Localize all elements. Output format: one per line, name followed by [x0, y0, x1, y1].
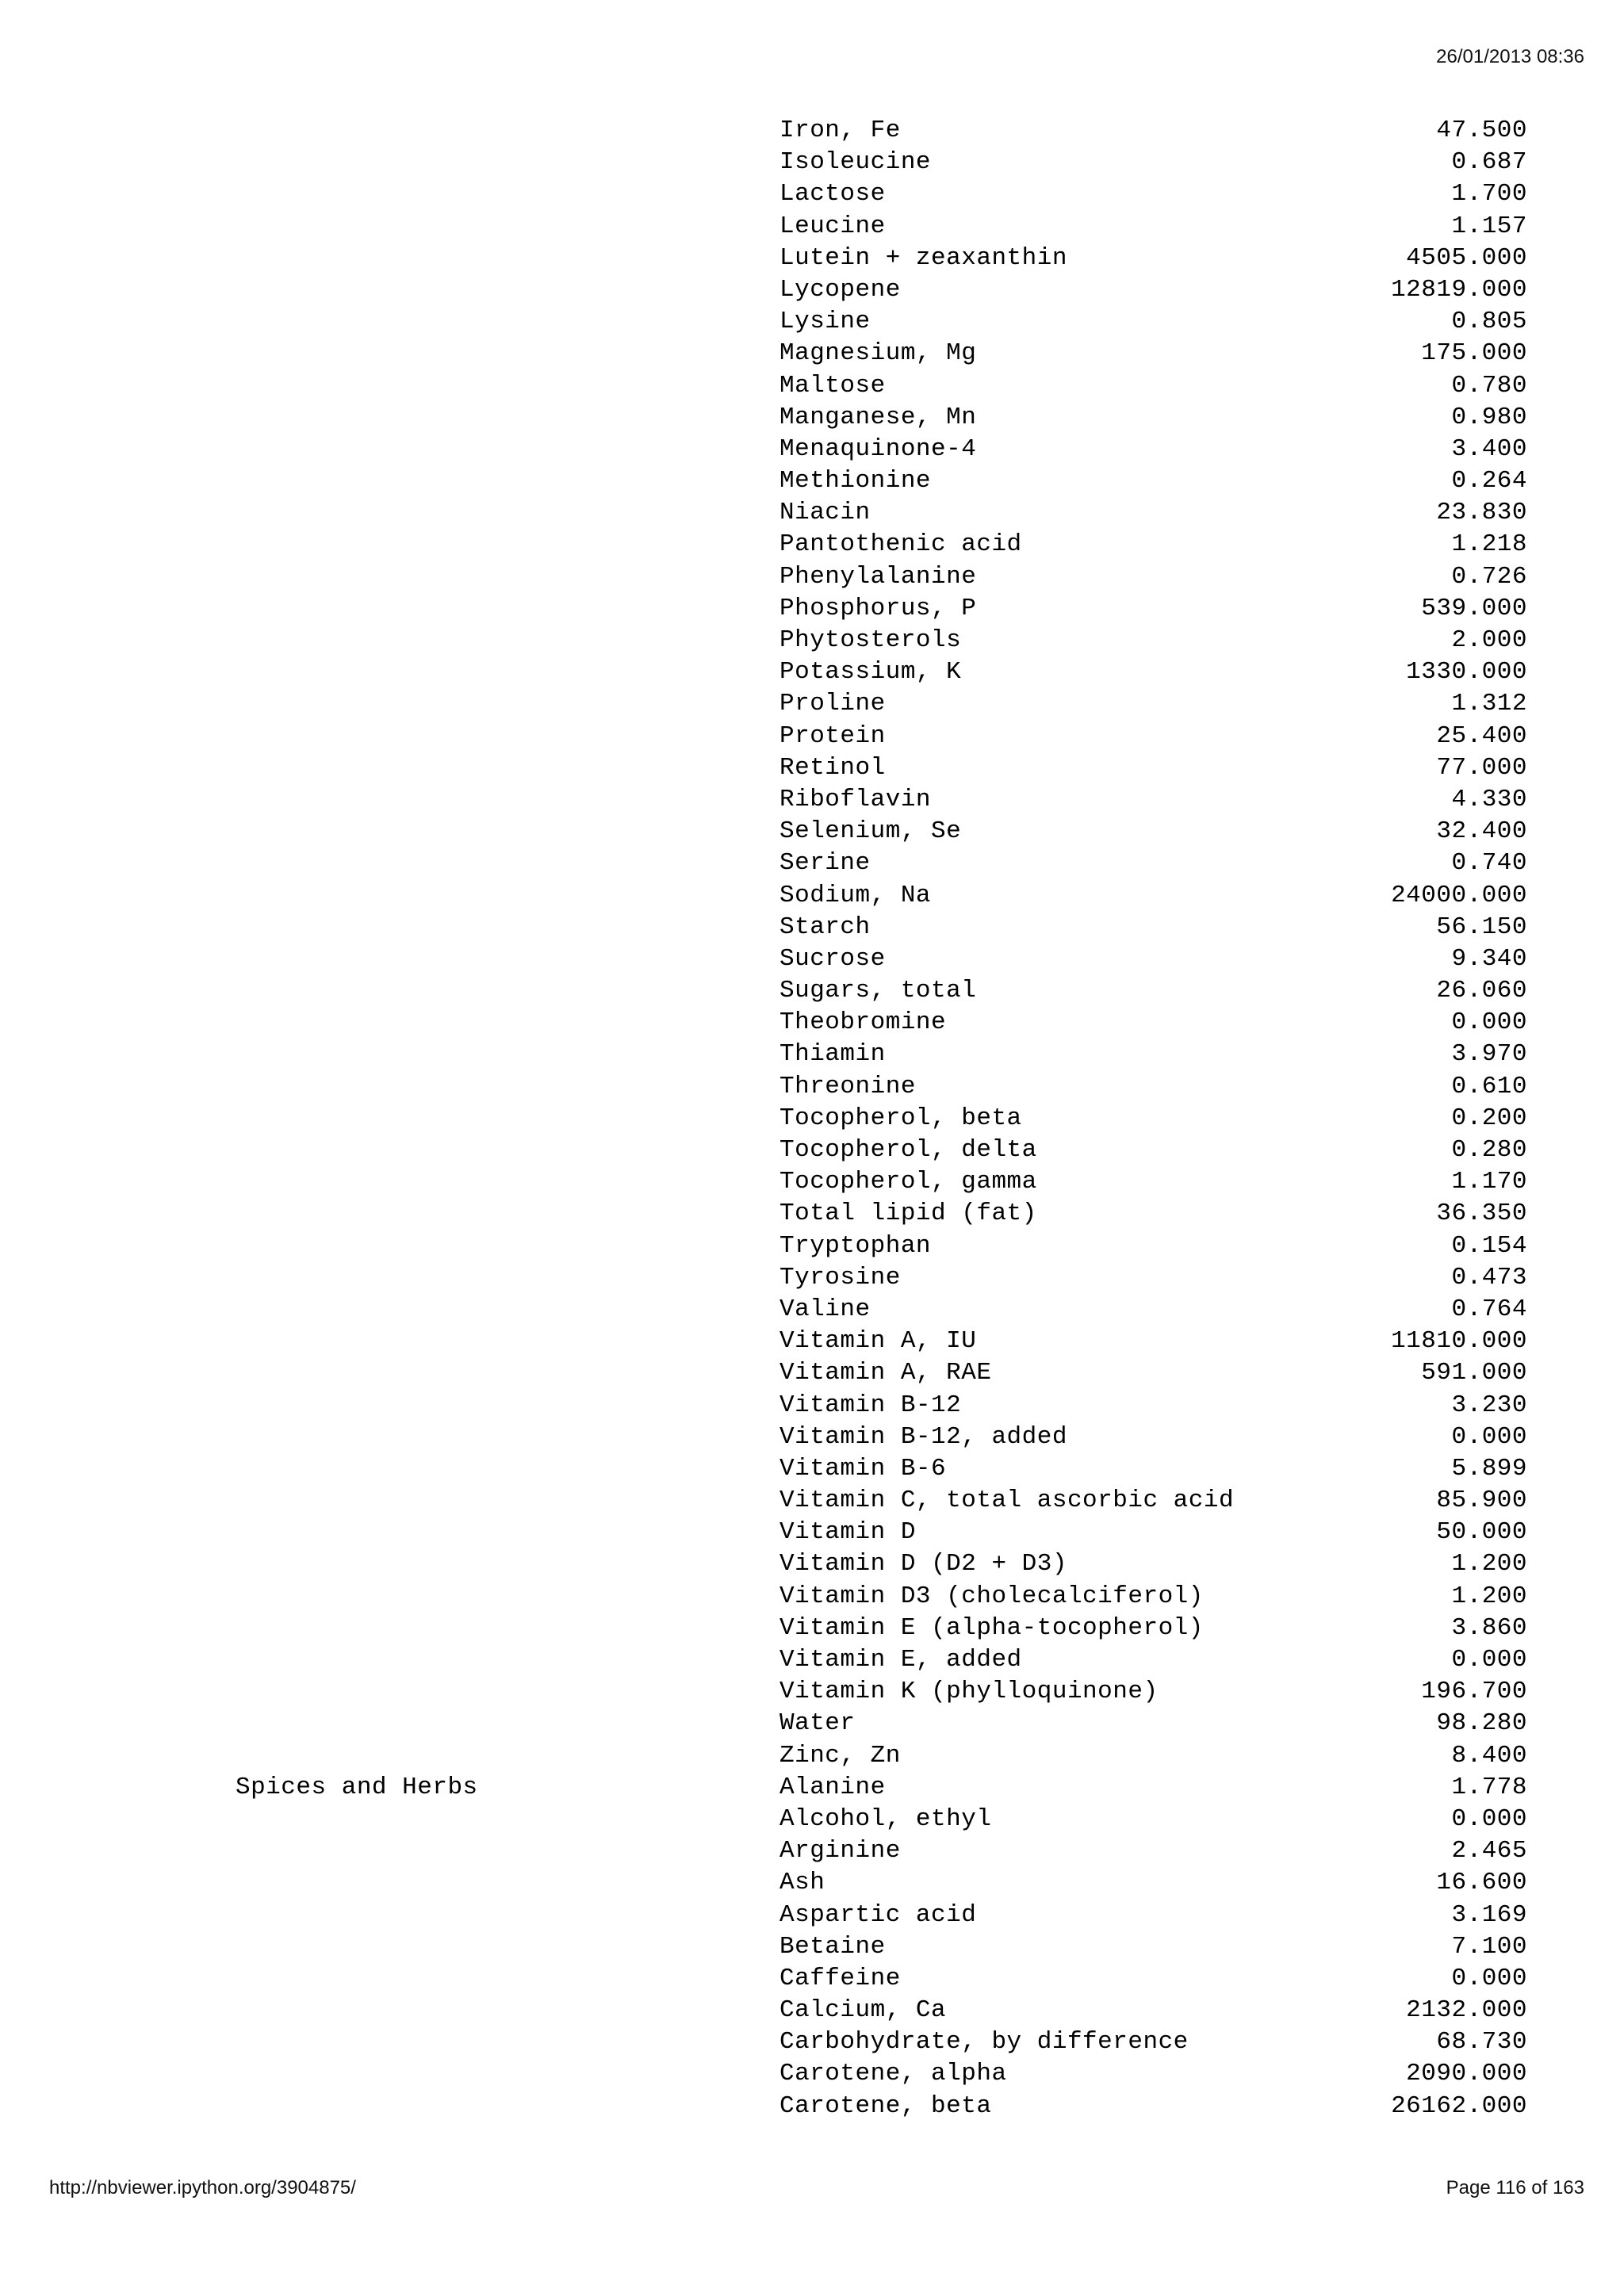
table-row: [0, 1963, 1624, 1995]
nutrient-value-cell: 32.400: [1436, 817, 1527, 846]
nutrient-name-cell: Serine: [779, 849, 871, 878]
table-row: [0, 529, 1624, 561]
table-row: [0, 1326, 1624, 1357]
nutrient-name-cell: Vitamin E, added: [779, 1646, 1022, 1674]
nutrient-value-cell: 1.700: [1451, 180, 1527, 209]
nutrient-value-cell: 3.860: [1451, 1613, 1527, 1642]
nutrient-name-cell: Calcium, Ca: [779, 1996, 947, 2025]
nutrient-value-cell: 1.778: [1451, 1773, 1527, 1801]
nutrient-value-cell: 16.600: [1436, 1869, 1527, 1897]
category-cell: Spices and Herbs: [236, 1773, 478, 1801]
table-row: [0, 1166, 1624, 1198]
nutrient-value-cell: 2.465: [1451, 1837, 1527, 1866]
nutrient-name-cell: Vitamin C, total ascorbic acid: [779, 1487, 1235, 1515]
nutrient-value-cell: 539.000: [1421, 594, 1527, 622]
nutrient-value-cell: 24000.000: [1391, 881, 1527, 909]
nutrient-name-cell: Aspartic acid: [779, 1900, 977, 1929]
nutrient-value-cell: 175.000: [1421, 339, 1527, 368]
table-row: [0, 274, 1624, 306]
table-row: [0, 434, 1624, 465]
nutrient-value-cell: 3.169: [1451, 1900, 1527, 1929]
nutrient-name-cell: Lactose: [779, 180, 886, 209]
table-row: [0, 1453, 1624, 1485]
nutrient-value-cell: 0.764: [1451, 1295, 1527, 1323]
table-row: [0, 1676, 1624, 1708]
table-row: [0, 1772, 1624, 1804]
table-row: [0, 243, 1624, 274]
nutrient-value-cell: 9.340: [1451, 944, 1527, 973]
nutrient-value-cell: 0.740: [1451, 849, 1527, 878]
nutrient-name-cell: Carbohydrate, by difference: [779, 2028, 1189, 2057]
nutrient-name-cell: Sodium, Na: [779, 881, 932, 909]
nutrient-name-cell: Betaine: [779, 1932, 886, 1961]
nutrient-name-cell: Carotene, beta: [779, 2091, 992, 2120]
table-row: [0, 1007, 1624, 1039]
nutrient-value-cell: 1.218: [1451, 530, 1527, 559]
nutrient-value-cell: 85.900: [1436, 1487, 1527, 1515]
nutrient-value-cell: 1.200: [1451, 1550, 1527, 1578]
nutrient-name-cell: Vitamin K (phylloquinone): [779, 1678, 1159, 1706]
nutrient-name-cell: Vitamin D (D2 + D3): [779, 1550, 1067, 1578]
nutrient-name-cell: Menaquinone-4: [779, 434, 977, 463]
nutrient-name-cell: Riboflavin: [779, 785, 932, 813]
nutrient-table: [0, 115, 1624, 2122]
nutrient-name-cell: Selenium, Se: [779, 817, 962, 846]
nutrient-name-cell: Vitamin D: [779, 1518, 916, 1547]
print-datetime: 26/01/2013 08:36: [1436, 46, 1584, 67]
table-row: [0, 1581, 1624, 1613]
table-row: [0, 752, 1624, 784]
table-row: [0, 1485, 1624, 1517]
table-row: [0, 1613, 1624, 1644]
table-row: [0, 338, 1624, 369]
nutrient-name-cell: Lutein + zeaxanthin: [779, 243, 1067, 272]
nutrient-value-cell: 50.000: [1436, 1518, 1527, 1547]
table-row: [0, 1039, 1624, 1070]
nutrient-name-cell: Starch: [779, 913, 871, 941]
nutrient-name-cell: Sucrose: [779, 944, 886, 973]
nutrient-value-cell: 36.350: [1436, 1200, 1527, 1228]
nutrient-name-cell: Retinol: [779, 753, 886, 782]
nutrient-value-cell: 77.000: [1436, 753, 1527, 782]
nutrient-value-cell: 3.400: [1451, 434, 1527, 463]
nutrient-name-cell: Theobromine: [779, 1008, 947, 1037]
nutrient-name-cell: Sugars, total: [779, 977, 977, 1005]
nutrient-value-cell: 0.264: [1451, 467, 1527, 496]
table-row: [0, 1071, 1624, 1103]
table-row: [0, 625, 1624, 656]
nutrient-name-cell: Valine: [779, 1295, 871, 1323]
nutrient-value-cell: 5.899: [1451, 1454, 1527, 1483]
nutrient-value-cell: 0.280: [1451, 1136, 1527, 1164]
table-row: [0, 1644, 1624, 1676]
nutrient-name-cell: Tocopherol, delta: [779, 1136, 1037, 1164]
table-row: [0, 784, 1624, 816]
table-row: [0, 848, 1624, 879]
nutrient-value-cell: 2090.000: [1406, 2060, 1527, 2088]
table-row: [0, 1357, 1624, 1389]
nutrient-name-cell: Proline: [779, 690, 886, 718]
table-row: [0, 1548, 1624, 1580]
nutrient-value-cell: 0.805: [1451, 308, 1527, 336]
nutrient-value-cell: 0.154: [1451, 1231, 1527, 1260]
nutrient-value-cell: 1.170: [1451, 1168, 1527, 1196]
nutrient-name-cell: Arginine: [779, 1837, 901, 1866]
nutrient-name-cell: Vitamin E (alpha-tocopherol): [779, 1613, 1204, 1642]
table-row: [0, 370, 1624, 402]
nutrient-value-cell: 1.312: [1451, 690, 1527, 718]
table-row: [0, 1835, 1624, 1867]
table-row: [0, 721, 1624, 752]
nutrient-name-cell: Vitamin B-12: [779, 1391, 962, 1419]
nutrient-value-cell: 0.610: [1451, 1072, 1527, 1100]
nutrient-name-cell: Total lipid (fat): [779, 1200, 1037, 1228]
nutrient-value-cell: 0.000: [1451, 1646, 1527, 1674]
nutrient-value-cell: 0.200: [1451, 1104, 1527, 1132]
table-row: [0, 1262, 1624, 1294]
nutrient-name-cell: Maltose: [779, 371, 886, 400]
nutrient-name-cell: Iron, Fe: [779, 117, 901, 144]
table-row: [0, 880, 1624, 912]
table-row: [0, 816, 1624, 848]
nutrient-value-cell: 0.000: [1451, 1804, 1527, 1833]
table-row: [0, 593, 1624, 625]
nutrient-value-cell: 23.830: [1436, 499, 1527, 527]
table-row: [0, 147, 1624, 178]
table-row: [0, 1103, 1624, 1135]
nutrient-name-cell: Alanine: [779, 1773, 886, 1801]
table-row: [0, 1390, 1624, 1422]
table-row: [0, 306, 1624, 338]
table-row: [0, 1995, 1624, 2026]
nutrient-value-cell: 0.780: [1451, 371, 1527, 400]
nutrient-value-cell: 2132.000: [1406, 1996, 1527, 2025]
nutrient-name-cell: Vitamin D3 (cholecalciferol): [779, 1582, 1204, 1610]
nutrient-name-cell: Caffeine: [779, 1964, 901, 1992]
nutrient-name-cell: Isoleucine: [779, 148, 932, 177]
nutrient-name-cell: Tyrosine: [779, 1263, 901, 1292]
table-row: [0, 1135, 1624, 1166]
nutrient-value-cell: 4.330: [1451, 785, 1527, 813]
nutrient-value-cell: 1330.000: [1406, 658, 1527, 687]
nutrient-value-cell: 25.400: [1436, 721, 1527, 750]
nutrient-name-cell: Manganese, Mn: [779, 403, 977, 431]
table-row: [0, 975, 1624, 1007]
table-row: [0, 912, 1624, 943]
table-row: [0, 1198, 1624, 1230]
table-row: [0, 1804, 1624, 1835]
table-row: [0, 1867, 1624, 1899]
table-row: [0, 1230, 1624, 1262]
table-row: [0, 178, 1624, 210]
table-row: [0, 656, 1624, 688]
nutrient-value-cell: 2.000: [1451, 626, 1527, 654]
nutrient-name-cell: Threonine: [779, 1072, 916, 1100]
nutrient-value-cell: 12819.000: [1391, 275, 1527, 304]
nutrient-value-cell: 0.726: [1451, 562, 1527, 591]
nutrient-value-cell: 4505.000: [1406, 243, 1527, 272]
nutrient-name-cell: Thiamin: [779, 1040, 886, 1069]
nutrient-name-cell: Leucine: [779, 212, 886, 240]
table-row: [0, 402, 1624, 434]
nutrient-value-cell: 0.000: [1451, 1964, 1527, 1992]
nutrient-value-cell: 26162.000: [1391, 2091, 1527, 2120]
nutrient-name-cell: Alcohol, ethyl: [779, 1804, 992, 1833]
nutrient-value-cell: 0.980: [1451, 403, 1527, 431]
nutrient-name-cell: Vitamin B-6: [779, 1454, 947, 1483]
nutrient-name-cell: Phenylalanine: [779, 562, 977, 591]
nutrient-name-cell: Niacin: [779, 499, 871, 527]
table-row: [0, 1740, 1624, 1772]
nutrient-value-cell: 0.473: [1451, 1263, 1527, 1292]
nutrient-name-cell: Lysine: [779, 308, 871, 336]
table-row: [0, 2026, 1624, 2058]
nutrient-name-cell: Tocopherol, gamma: [779, 1168, 1037, 1196]
nutrient-value-cell: 3.230: [1451, 1391, 1527, 1419]
nutrient-name-cell: Tryptophan: [779, 1231, 932, 1260]
table-row: [0, 1708, 1624, 1739]
table-row: [0, 465, 1624, 497]
table-row: [0, 115, 1624, 147]
nutrient-name-cell: Water: [779, 1709, 856, 1738]
table-row: [0, 497, 1624, 529]
nutrient-name-cell: Vitamin B-12, added: [779, 1422, 1067, 1451]
nutrient-value-cell: 3.970: [1451, 1040, 1527, 1069]
nutrient-value-cell: 1.157: [1451, 212, 1527, 240]
nutrient-value-cell: 8.400: [1451, 1741, 1527, 1770]
nutrient-name-cell: Phytosterols: [779, 626, 962, 654]
nutrient-value-cell: 68.730: [1436, 2028, 1527, 2057]
nutrient-name-cell: Potassium, K: [779, 658, 962, 687]
nutrient-name-cell: Protein: [779, 721, 886, 750]
nutrient-value-cell: 56.150: [1436, 913, 1527, 941]
nutrient-name-cell: Carotene, alpha: [779, 2060, 1007, 2088]
nutrient-name-cell: Ash: [779, 1869, 825, 1897]
nutrient-value-cell: 98.280: [1436, 1709, 1527, 1738]
nutrient-value-cell: 0.000: [1451, 1008, 1527, 1037]
table-row: [0, 561, 1624, 593]
nutrient-name-cell: Tocopherol, beta: [779, 1104, 1022, 1132]
nutrient-value-cell: 26.060: [1436, 977, 1527, 1005]
nutrient-name-cell: Phosphorus, P: [779, 594, 977, 622]
table-row: [0, 2091, 1624, 2122]
source-url: http://nbviewer.ipython.org/3904875/: [49, 2177, 356, 2198]
table-row: [0, 688, 1624, 720]
nutrient-value-cell: 47.500: [1436, 117, 1527, 144]
nutrient-value-cell: 7.100: [1451, 1932, 1527, 1961]
nutrient-name-cell: Vitamin A, IU: [779, 1327, 977, 1356]
nutrient-name-cell: Lycopene: [779, 275, 901, 304]
table-row: [0, 1517, 1624, 1548]
nutrient-name-cell: Magnesium, Mg: [779, 339, 977, 368]
table-row: [0, 2058, 1624, 2090]
nutrient-name-cell: Zinc, Zn: [779, 1741, 901, 1770]
table-row: [0, 1931, 1624, 1963]
table-row: [0, 1900, 1624, 1931]
nutrient-value-cell: 591.000: [1421, 1359, 1527, 1387]
nutrient-value-cell: 196.700: [1421, 1678, 1527, 1706]
table-row: [0, 211, 1624, 243]
table-row: [0, 1422, 1624, 1453]
nutrient-value-cell: 0.000: [1451, 1422, 1527, 1451]
nutrient-value-cell: 1.200: [1451, 1582, 1527, 1610]
nutrient-value-cell: 0.687: [1451, 148, 1527, 177]
page-number: Page 116 of 163: [1446, 2177, 1584, 2198]
nutrient-name-cell: Methionine: [779, 467, 932, 496]
nutrient-value-cell: 11810.000: [1391, 1327, 1527, 1356]
nutrient-name-cell: Pantothenic acid: [779, 530, 1022, 559]
table-row: [0, 1294, 1624, 1326]
table-row: [0, 943, 1624, 975]
nutrient-name-cell: Vitamin A, RAE: [779, 1359, 992, 1387]
